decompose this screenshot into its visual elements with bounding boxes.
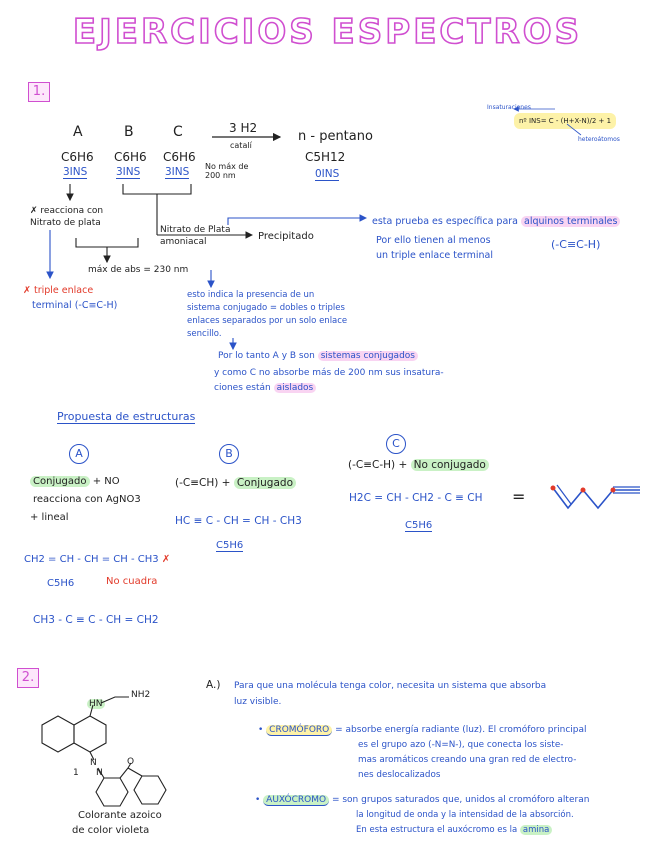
tanto-highlight: sistemas conjugados	[318, 351, 418, 361]
proposal-a-rest-1: + NO	[92, 476, 120, 487]
cromoforo-term: CROMÓFORO	[266, 725, 332, 736]
part-a-text-2: luz visible.	[234, 697, 282, 707]
auxocromo-highlight: amina	[520, 825, 552, 835]
compound-b-ins: 3INS	[116, 166, 141, 178]
proposal-b-formula: C5H6	[216, 540, 244, 551]
indica-line-3: enlaces separados por un solo enlace	[187, 316, 348, 326]
proposal-c-conj: No conjugado	[411, 459, 489, 471]
reaction-reagent: 3 H2	[229, 121, 258, 135]
propuesta-heading: Propuesta de estructuras	[57, 410, 196, 423]
triple-left-line-1: ✗ triple enlace	[23, 285, 94, 296]
molecule-caption-1: Colorante azoico	[78, 810, 162, 821]
tanto-line-2: y como C no absorbe más de 200 nm sus insatura-	[214, 368, 444, 378]
triple-group-right: (-C≡C-H)	[551, 238, 601, 251]
proposal-c-label: C	[386, 434, 406, 454]
auxocromo-text-3: En esta estructura el auxócromo es la	[356, 825, 518, 835]
no-max-note: No máx de 200 nm	[205, 162, 249, 180]
product-ins: 0INS	[315, 168, 340, 180]
precipitado-label: Precipitado	[258, 231, 314, 242]
proposal-c-atom-dot	[581, 488, 586, 493]
molecule-index: 1	[73, 768, 79, 778]
ins-note-right: heteroátomos	[578, 136, 620, 143]
indica-line-2: sistema conjugado = dobles o triples	[187, 303, 345, 313]
proposal-b-structure: HC ≡ C - CH = CH - CH3	[175, 515, 302, 527]
page-title: EJERCICIOS ESPECTROS	[72, 12, 583, 52]
section-1-number: 1.	[28, 82, 50, 102]
cromoforo-line-1: • CROMÓFORO = absorbe energía radiante (luz). El cromóforo principal	[258, 725, 587, 735]
compound-c-letter: C	[173, 124, 183, 140]
compound-c-formula: C6H6	[163, 150, 196, 164]
auxocromo-line-2: la longitud de onda y la intensidad de la absorción.	[356, 810, 574, 820]
indica-line-4: sencillo.	[187, 329, 222, 339]
proposal-c-atom-dot	[611, 488, 616, 493]
proposal-a-cross: ✗	[161, 554, 171, 565]
proposal-a-conj: Conjugado	[30, 476, 90, 487]
product-formula: C5H12	[305, 150, 346, 164]
tanto-text: Por lo tanto A y B son	[218, 351, 315, 361]
cromoforo-line-4: nes deslocalizados	[358, 770, 441, 780]
compound-b-letter: B	[124, 124, 134, 140]
auxocromo-text-1: = son grupos saturados que, unidos al cromóforo alteran	[331, 795, 590, 805]
part-a-label: A.)	[206, 679, 221, 691]
compound-a-ins: 3INS	[63, 166, 88, 178]
triple-left-line-2: terminal (-C≡C-H)	[32, 300, 118, 311]
proposal-b-conj: Conjugado	[234, 477, 296, 489]
proposal-c-group: (-C≡C-H) +	[348, 459, 408, 471]
molecule-n1-label: N	[90, 758, 97, 768]
proposal-a-struct-text: CH2 = CH - CH = CH - CH3	[24, 554, 159, 565]
tanto-3-text: ciones están	[214, 383, 271, 393]
proposal-a-label: A	[69, 444, 89, 464]
proposal-a-line-3: + lineal	[30, 512, 69, 523]
proposal-c-atom-dot	[551, 486, 556, 491]
molecule-nh-label: HN	[89, 699, 103, 709]
auxocromo-line-1: • AUXÓCROMO = son grupos saturados que, unidos al cromóforo alteran	[255, 795, 590, 805]
prueba-highlight: alquinos terminales	[521, 216, 620, 227]
part-a-text-1: Para que una molécula tenga color, necesita un sistema que absorba	[234, 681, 547, 691]
product-name: n - pentano	[298, 129, 373, 144]
ins-formula: nº INS= C - (H+X-N)/2 + 1	[514, 113, 616, 129]
cromoforo-line-3: mas aromáticos creando una gran red de electro-	[358, 755, 577, 765]
proposal-a-formula: C5H6	[47, 578, 75, 589]
cromoforo-line-2: es el grupo azo (-N=N-), que conecta los siste-	[358, 740, 564, 750]
molecule-n2-label: N	[96, 768, 103, 778]
proposal-c-formula: C5H6	[405, 520, 433, 531]
max-abs-label: máx de abs = 230 nm	[88, 265, 189, 275]
prueba-text: esta prueba es específica para	[372, 216, 519, 227]
reaction-catalyst: catalí	[230, 141, 252, 150]
proposal-a-line-2: reacciona con AgNO3	[33, 494, 141, 505]
tanto-3-highlight: aislados	[274, 383, 317, 393]
proposal-a-structure-2: CH3 - C ≡ C - CH = CH2	[33, 614, 159, 626]
compound-a-formula: C6H6	[61, 150, 94, 164]
molecule-caption-2: de color violeta	[72, 825, 150, 836]
auxocromo-term: AUXÓCROMO	[263, 795, 329, 806]
precip-to-prueba-arrow	[228, 218, 366, 225]
cromoforo-text-1: = absorbe energía radiante (luz). El cromóforo principal	[335, 725, 587, 735]
prueba-line-3: un triple enlace terminal	[376, 250, 493, 261]
indica-line-1: esto indica la presencia de un	[187, 290, 315, 300]
azo-dye-skeleton	[42, 697, 166, 806]
ins-note-left: Insaturaciones	[487, 104, 531, 111]
no-reacciona-note: ✗ reacciona con Nitrato de plata	[30, 206, 104, 228]
compound-a-letter: A	[73, 124, 83, 140]
ins-right-arrow	[567, 124, 581, 135]
section-2-number: 2.	[17, 668, 39, 688]
compound-c-ins: 3INS	[165, 166, 190, 178]
molecule-o-label: O	[127, 757, 135, 767]
proposal-a-no-cuadra: No cuadra	[106, 576, 158, 587]
nitrato-note: Nitrato de Plata amoniacal	[160, 225, 231, 247]
compound-b-formula: C6H6	[114, 150, 147, 164]
ab-bracket	[76, 238, 138, 247]
prueba-line-2: Por ello tienen al menos	[376, 235, 491, 246]
molecule-nh2-label: NH2	[131, 690, 151, 700]
proposal-c-structure: H2C = CH - CH2 - C ≡ CH	[349, 492, 483, 504]
proposal-b-group: (-C≡CH) +	[175, 477, 231, 489]
proposal-b-label: B	[219, 444, 239, 464]
bc-bracket	[123, 184, 191, 194]
proposal-c-equals: =	[512, 487, 526, 506]
proposal-c-skeletal-double	[557, 485, 571, 504]
